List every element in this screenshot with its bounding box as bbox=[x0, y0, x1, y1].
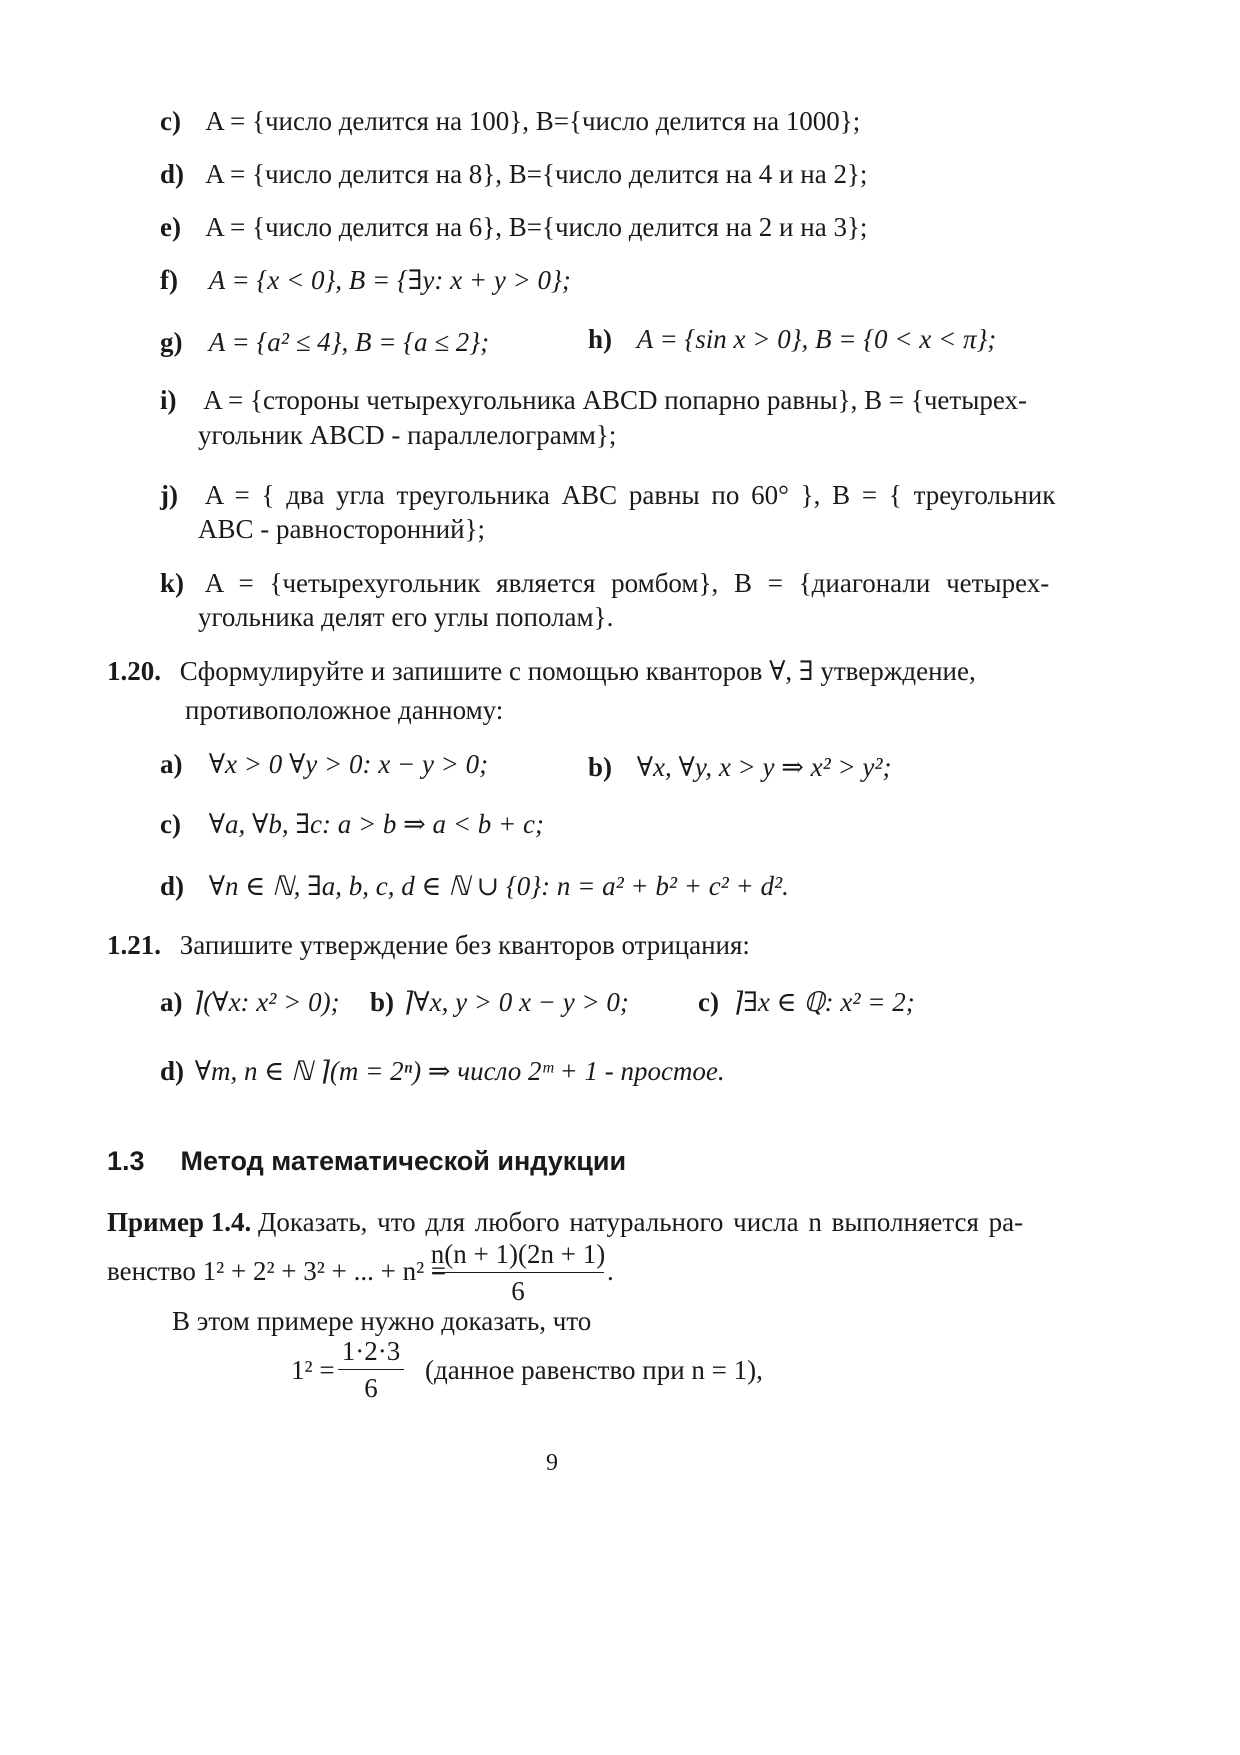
fraction-bar bbox=[432, 1272, 604, 1273]
item-text: ⌉∀x, y > 0 x − y > 0; bbox=[402, 987, 629, 1017]
item-label: g) bbox=[160, 327, 183, 357]
item-label: c) bbox=[698, 987, 719, 1017]
item-label: d) bbox=[160, 1056, 185, 1086]
ex120-item-d bbox=[160, 869, 789, 903]
item-label: k) bbox=[160, 568, 185, 598]
exercise-text: Запишите утверждение без кванторов отрицания: bbox=[179, 930, 750, 960]
fraction-denominator: 6 bbox=[511, 1276, 525, 1306]
equation-left: 1² = bbox=[291, 1355, 335, 1385]
ex121-item-a bbox=[160, 985, 340, 1019]
item-text: A = {sin x > 0}, B = {0 < x < π}; bbox=[636, 324, 997, 354]
item-text: A = {стороны четырехугольника ABCD попарно равны}, B = {четырех- bbox=[203, 385, 1027, 415]
ex121-item-d bbox=[160, 1054, 725, 1088]
exercise-text: Сформулируйте и запишите с помощью кванторов ∀, ∃ утверждение, bbox=[179, 656, 976, 686]
fraction-numerator: n(n + 1)(2n + 1) bbox=[430, 1239, 606, 1269]
page-number: 9 bbox=[546, 1450, 558, 1476]
item-f bbox=[160, 263, 571, 297]
item-label: b) bbox=[370, 987, 395, 1017]
ex120-item-a bbox=[160, 747, 488, 781]
item-j-line1 bbox=[160, 478, 1056, 512]
exercise-1-21 bbox=[107, 928, 750, 962]
exercise-number: 1.20. bbox=[107, 656, 161, 686]
item-text: ⌉∃x ∈ ℚ: x² = 2; bbox=[732, 987, 915, 1017]
item-k-line2: угольника делят его углы пополам}. bbox=[198, 602, 614, 632]
example-text: Доказать, что для любого натурального числа n выполняется ра- bbox=[257, 1207, 1024, 1237]
exercise-1-20-line2: противоположное данному: bbox=[185, 695, 504, 725]
example-label: Пример 1.4. bbox=[107, 1207, 252, 1237]
item-j-line2: ABC - равносторонний}; bbox=[198, 514, 486, 544]
item-label: e) bbox=[160, 212, 181, 242]
item-e bbox=[160, 210, 867, 244]
item-label: j) bbox=[160, 480, 178, 510]
item-label: b) bbox=[588, 752, 613, 782]
ex121-item-b bbox=[370, 985, 629, 1019]
equation-fraction-bar bbox=[338, 1369, 404, 1370]
exercise-1-20 bbox=[107, 654, 976, 688]
item-label: c) bbox=[160, 106, 181, 136]
item-label: h) bbox=[588, 324, 613, 354]
item-d bbox=[160, 157, 867, 191]
item-text: A = {x < 0}, B = {∃y: x + y > 0}; bbox=[208, 265, 571, 295]
item-text: A = {число делится на 8}, B={число делится на 4 и на 2}; bbox=[205, 159, 868, 189]
item-text: A = {четырехугольник является ромбом}, B = {диагонали четырех- bbox=[204, 568, 1050, 598]
item-label: i) bbox=[160, 385, 177, 415]
example-line2-end: . bbox=[607, 1256, 614, 1286]
item-text: ∀n ∈ ℕ, ∃a, b, c, d ∈ ℕ ∪ {0}: n = a² + b² + c² + d². bbox=[208, 871, 789, 901]
item-text: ∀x > 0 ∀y > 0: x − y > 0; bbox=[208, 749, 489, 779]
example-line3: В этом примере нужно доказать, что bbox=[172, 1306, 592, 1336]
item-c bbox=[160, 104, 860, 138]
item-h bbox=[588, 322, 996, 356]
example-line1 bbox=[107, 1205, 1024, 1239]
item-label: a) bbox=[160, 987, 183, 1017]
item-i-line2: угольник ABCD - параллелограмм}; bbox=[198, 420, 617, 450]
item-label: d) bbox=[160, 159, 185, 189]
section-number: 1.3 bbox=[107, 1146, 145, 1176]
equation-note: (данное равенство при n = 1), bbox=[425, 1355, 763, 1385]
item-text: ∀a, ∀b, ∃c: a > b ⇒ a < b + c; bbox=[208, 809, 544, 839]
item-text: A = {число делится на 6}, B={число делится на 2 и на 3}; bbox=[205, 212, 868, 242]
item-label: d) bbox=[160, 871, 185, 901]
item-text: A = { два угла треугольника ABC равны по 60° }, B = { треугольник bbox=[204, 480, 1056, 510]
item-k-line1 bbox=[160, 566, 1050, 600]
ex121-item-c bbox=[698, 985, 915, 1019]
item-g bbox=[160, 325, 489, 359]
section-heading bbox=[107, 1144, 626, 1178]
item-label: c) bbox=[160, 809, 181, 839]
item-i-line1 bbox=[160, 383, 1027, 417]
item-text: ⌉(∀x: x² > 0); bbox=[192, 987, 340, 1017]
ex120-item-c bbox=[160, 807, 544, 841]
section-title: Метод математической индукции bbox=[180, 1146, 627, 1176]
item-text: A = {число делится на 100}, B={число делится на 1000}; bbox=[205, 106, 861, 136]
item-label: a) bbox=[160, 749, 183, 779]
exercise-number: 1.21. bbox=[107, 930, 161, 960]
item-label: f) bbox=[160, 265, 178, 295]
example-line2: венство 1² + 2² + 3² + ... + n² = bbox=[107, 1256, 447, 1286]
equation-denominator: 6 bbox=[364, 1373, 378, 1403]
item-text: A = {a² ≤ 4}, B = {a ≤ 2}; bbox=[208, 327, 490, 357]
ex120-item-b bbox=[588, 750, 892, 784]
equation-numerator: 1·2·3 bbox=[341, 1336, 401, 1366]
item-text: ∀m, n ∈ ℕ ⌉(m = 2ⁿ) ⇒ число 2ᵐ + 1 - простое. bbox=[194, 1056, 725, 1086]
item-text: ∀x, ∀y, x > y ⇒ x² > y²; bbox=[636, 752, 892, 782]
